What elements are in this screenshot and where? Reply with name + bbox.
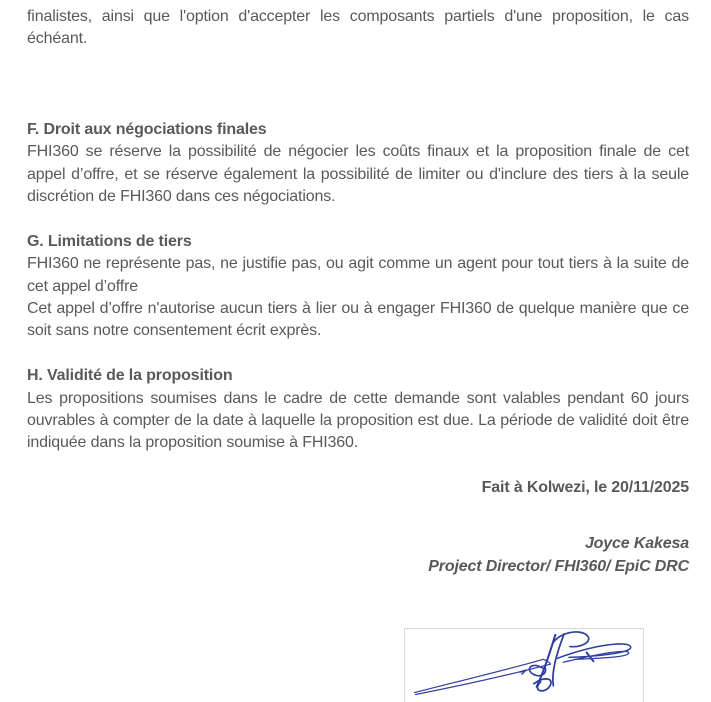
- section-f-heading: F. Droit aux négociations finales: [27, 120, 267, 138]
- section-h-heading: H. Validité de la proposition: [27, 367, 233, 385]
- signature-icon: [405, 629, 643, 702]
- intro-paragraph: finalistes, ainsi que l'option d'accepter les composants partiels d'une proposition, le cas échéant.: [27, 8, 689, 48]
- signature-box: [404, 628, 644, 702]
- section-g-heading: G. Limitations de tiers: [27, 232, 192, 250]
- section-g-paragraph-2: Cet appel d’offre n'autorise aucun tiers à lier ou à engager FHI360 de quelque manière que ce soit sans notre consentement écrit exprès.: [27, 300, 689, 340]
- signatory-title: Project Director/ FHI360/ EpiC DRC: [428, 557, 689, 575]
- section-h-paragraph: Les propositions soumises dans le cadre de cette demande sont valables pendant 60 jours ouvrables à compter de la date à laquelle la proposition est due. La période de validité doit être indiquée dans la proposition soumise à FHI360.: [27, 389, 689, 452]
- section-g-paragraph-1: FHI360 ne représente pas, ne justifie pas, ou agit comme un agent pour tout tiers à la suite de cet appel d’offre: [27, 255, 689, 295]
- section-f-paragraph: FHI360 se réserve la possibilité de négocier les coûts finaux et la proposition finale de cet appel d’offre, et se réserve également la possibilité de limiter ou d'inclure des tiers à la seule discrétion de FHI360 dans ces négociations.: [27, 143, 689, 206]
- section-g: [27, 231, 689, 343]
- signatory-name: Joyce Kakesa: [584, 535, 689, 553]
- section-f: [27, 119, 689, 209]
- dateline: Fait à Kolwezi, le 20/11/2025: [481, 479, 689, 497]
- section-h: [27, 365, 689, 455]
